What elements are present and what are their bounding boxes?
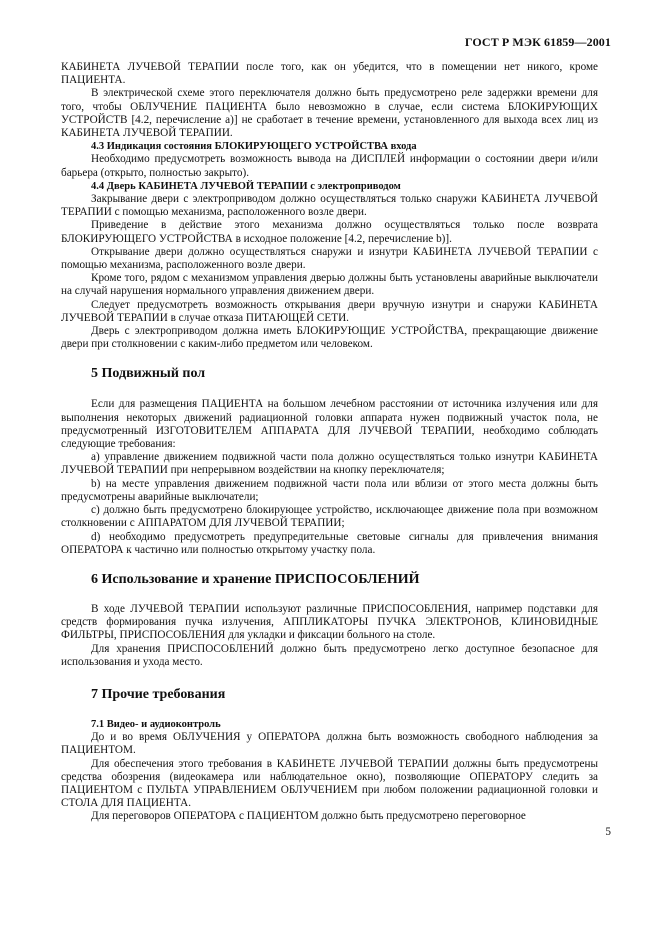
- list-item: d) необходимо предусмотреть предупредительные световые сигналы для привлечения внимания ОПЕРАТОРА к частично или полностью открытому участку пола.: [61, 530, 598, 556]
- paragraph: Следует предусмотреть возможность открывания двери вручную изнутри и снаружи КАБИНЕТА ЛУЧЕВОЙ ТЕРАПИИ в случае отказа ПИТАЮЩЕЙ СЕТИ.: [61, 298, 598, 324]
- section-heading: 6 Использование и хранение ПРИСПОСОБЛЕНИЙ: [91, 571, 420, 587]
- paragraph: Необходимо предусмотреть возможность вывода на ДИСПЛЕЙ информации о состоянии двери и/или барьера (открыто, полностью закрыто).: [61, 153, 598, 179]
- document-body: [61, 61, 598, 824]
- paragraph: Для хранения ПРИСПОСОБЛЕНИЙ должно быть предусмотрено легко доступное безопасное для использования и ухода место.: [61, 642, 598, 668]
- list-item: с) должно быть предусмотрено блокирующее устройство, исключающее движение пола при возможном столкновении с АППАРАТОМ ДЛЯ ЛУЧЕВОЙ ТЕРАПИИ;: [61, 504, 598, 530]
- paragraph: Кроме того, рядом с механизмом управления дверью должны быть установлены аварийные выключатели на случай нарушения нормального управления движением двери.: [61, 272, 598, 298]
- list-item: а) управление движением подвижной части пола должно осуществляться только изнутри КАБИНЕТА ЛУЧЕВОЙ ТЕРАПИИ при непрерывном воздействии на кнопку переключателя;: [61, 451, 598, 477]
- paragraph: Приведение в действие этого механизма должно осуществляться только после возврата БЛОКИРУЮЩЕГО УСТРОЙСТВА в исходное положение [4.2, перечисление b)].: [61, 219, 598, 245]
- paragraph: Для переговоров ОПЕРАТОРА с ПАЦИЕНТОМ должно быть предусмотрено переговорное: [91, 810, 526, 823]
- paragraph: Если для размещения ПАЦИЕНТА на большом лечебном расстоянии от источника излучения или для выполнения некоторых движений радиационной головки аппарата нужен подвижный участок пола, не предусмотренный ИЗГОТОВИТЕЛЕМ АППАРАТА ДЛЯ ЛУЧЕВОЙ ТЕРАПИИ, необходимо соблюдать следующие требования:: [61, 398, 598, 451]
- list-item: b) на месте управления движением подвижной части пола или вблизи от этого места должны быть предусмотрены аварийные выключатели;: [61, 477, 598, 503]
- subsection-heading: 7.1 Видео- и аудиоконтроль: [91, 718, 221, 730]
- paragraph: Закрывание двери с электроприводом должно осуществляться только снаружи КАБИНЕТА ЛУЧЕВОЙ ТЕРАПИИ с помощью механизма, расположенного возле двери.: [61, 193, 598, 219]
- paragraph: В электрической схеме этого переключателя должно быть предусмотрено реле задержки времени для того, чтобы ОБЛУЧЕНИЕ ПАЦИЕНТА было невозможно в случае, если система БЛОКИРУЮЩИХ УСТРОЙСТВ [4.2, перечисление а)] не сработает в течение времени, установленного для выхода всех лиц из КАБИНЕТА ЛУЧЕВОЙ ТЕРАПИИ.: [61, 87, 598, 140]
- paragraph: Открывание двери должно осуществляться снаружи и изнутри КАБИНЕТА ЛУЧЕВОЙ ТЕРАПИИ с помощью механизма, расположенного возле двери.: [61, 245, 598, 272]
- paragraph: КАБИНЕТА ЛУЧЕВОЙ ТЕРАПИИ после того, как он убедится, что в помещении нет никого, кроме ПАЦИЕНТА.: [61, 61, 598, 87]
- paragraph: Дверь с электроприводом должна иметь БЛОКИРУЮЩИЕ УСТРОЙСТВА, прекращающие движение двери при столкновении с каким-либо предметом или человеком.: [61, 325, 598, 351]
- section-heading: 5 Подвижный пол: [91, 366, 206, 382]
- paragraph: Для обеспечения этого требования в КАБИНЕТЕ ЛУЧЕВОЙ ТЕРАПИИ должны быть предусмотрены средства обозрения (видеокамера или наблюдательное окно), позволяющие ОПЕРАТОРУ следить за ПАЦИЕНТОМ с ПУЛЬТА УПРАВЛЕНИЕМ ОБЛУЧЕНИЕМ при любом положении радиационной головки и СТОЛА ДЛЯ ПАЦИЕНТА.: [61, 757, 598, 810]
- paragraph: До и во время ОБЛУЧЕНИЯ у ОПЕРАТОРА должна быть возможность свободного наблюдения за ПАЦИЕНТОМ.: [61, 731, 598, 757]
- subsection-heading: 4.3 Индикация состояния БЛОКИРУЮЩЕГО УСТРОЙСТВА входа: [91, 141, 417, 153]
- document-header: ГОСТ Р МЭК 61859—2001: [464, 35, 611, 49]
- subsection-heading: 4.4 Дверь КАБИНЕТА ЛУЧЕВОЙ ТЕРАПИИ с электроприводом: [91, 180, 401, 192]
- section-heading: 7 Прочие требования: [91, 686, 226, 702]
- page-number: 5: [605, 826, 611, 838]
- paragraph: В ходе ЛУЧЕВОЙ ТЕРАПИИ используют различные ПРИСПОСОБЛЕНИЯ, например подставки для средств формирования пучка излучения, АППЛИКАТОРЫ ПУЧКА ЭЛЕКТРОНОВ, КЛИНОВИДНЫЕ ФИЛЬТРЫ, ПРИСПОСОБЛЕНИЯ для укладки и фиксации больного на столе.: [61, 602, 598, 642]
